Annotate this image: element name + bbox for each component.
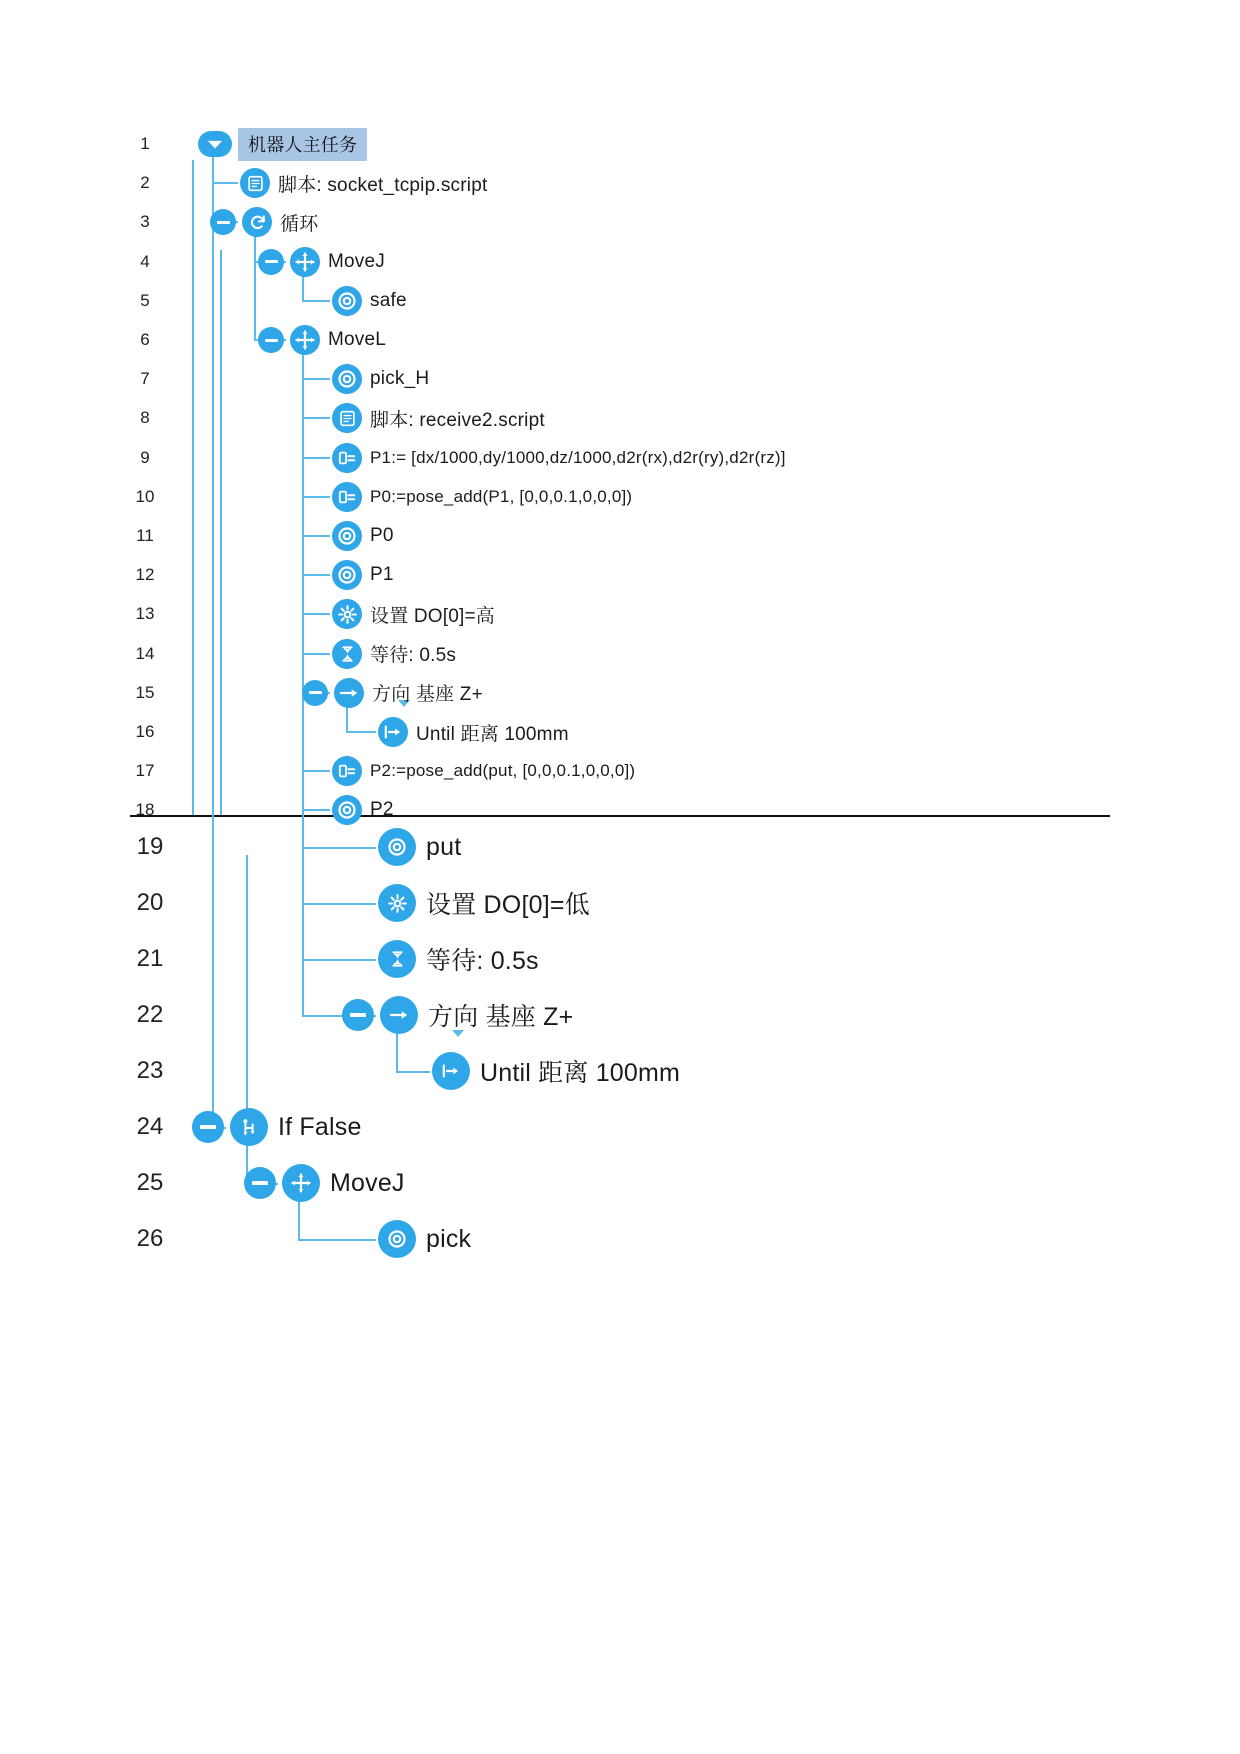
collapse-toggle-icon[interactable] bbox=[244, 1167, 276, 1199]
program-row[interactable] bbox=[0, 362, 1240, 396]
assignment-icon bbox=[332, 756, 362, 786]
assignment-icon bbox=[332, 482, 362, 512]
collapse-toggle-icon[interactable] bbox=[258, 249, 284, 275]
move-icon bbox=[282, 1164, 320, 1202]
node-label: 等待: 0.5s bbox=[426, 947, 539, 975]
program-row[interactable] bbox=[0, 825, 1240, 869]
collapse-toggle-icon[interactable] bbox=[342, 999, 374, 1031]
tree-node[interactable] bbox=[332, 597, 495, 631]
collapse-toggle-icon[interactable] bbox=[192, 1111, 224, 1143]
program-row[interactable] bbox=[0, 637, 1240, 671]
until-icon bbox=[432, 1052, 470, 1090]
node-label: MoveJ bbox=[330, 1168, 405, 1197]
tree-node[interactable] bbox=[332, 793, 394, 827]
wait-icon bbox=[378, 940, 416, 978]
node-label: If False bbox=[278, 1112, 362, 1141]
program-row[interactable] bbox=[0, 205, 1240, 239]
line-number: 11 bbox=[136, 526, 154, 545]
line-number: 26 bbox=[136, 1225, 164, 1252]
line-number: 17 bbox=[135, 761, 155, 781]
program-row[interactable] bbox=[0, 166, 1240, 200]
line-number: 9 bbox=[140, 447, 150, 467]
tree-node[interactable] bbox=[258, 245, 385, 279]
line-number: 13 bbox=[135, 604, 155, 624]
node-label: safe bbox=[370, 289, 407, 311]
program-row[interactable] bbox=[0, 676, 1240, 710]
line-number: 23 bbox=[136, 1057, 164, 1084]
direction-icon bbox=[380, 996, 418, 1034]
program-row[interactable] bbox=[0, 1049, 1240, 1093]
line-number: 4 bbox=[140, 251, 150, 271]
set-io-icon bbox=[378, 884, 416, 922]
tree-node[interactable] bbox=[302, 676, 483, 710]
waypoint-icon bbox=[332, 560, 362, 590]
line-number: 2 bbox=[140, 173, 150, 193]
wait-icon bbox=[332, 639, 362, 669]
set-io-icon bbox=[332, 599, 362, 629]
line-number: 8 bbox=[140, 408, 150, 428]
tree-node[interactable] bbox=[332, 401, 545, 435]
node-label: 脚本: socket_tcpip.script bbox=[278, 174, 488, 196]
program-row[interactable] bbox=[0, 245, 1240, 279]
program-row[interactable] bbox=[0, 937, 1240, 981]
waypoint-icon bbox=[332, 795, 362, 825]
line-number: 10 bbox=[135, 486, 155, 506]
tree-node[interactable] bbox=[378, 830, 461, 864]
program-row[interactable] bbox=[0, 284, 1240, 318]
node-label: 循环 bbox=[280, 213, 319, 235]
node-label: Until 距离 100mm bbox=[480, 1059, 681, 1087]
program-row[interactable] bbox=[0, 793, 1240, 827]
waypoint-icon bbox=[332, 521, 362, 551]
tree-node[interactable] bbox=[378, 942, 539, 976]
tree-node[interactable] bbox=[198, 127, 367, 161]
tree-node[interactable] bbox=[332, 284, 407, 318]
line-number: 25 bbox=[136, 1169, 164, 1196]
tree-node[interactable] bbox=[432, 1054, 680, 1088]
waypoint-icon bbox=[332, 286, 362, 316]
line-number: 24 bbox=[136, 1113, 164, 1140]
script-icon bbox=[332, 403, 362, 433]
line-number: 7 bbox=[140, 369, 150, 389]
waypoint-icon bbox=[378, 1220, 416, 1258]
tree-node[interactable] bbox=[332, 637, 456, 671]
program-row[interactable] bbox=[0, 1105, 1240, 1149]
collapse-toggle-icon[interactable] bbox=[210, 209, 236, 235]
program-row[interactable] bbox=[0, 127, 1240, 161]
line-number: 18 bbox=[135, 800, 155, 820]
move-icon bbox=[290, 247, 320, 277]
line-number: 5 bbox=[140, 290, 150, 310]
program-row[interactable] bbox=[0, 597, 1240, 631]
node-label: P1:= [dx/1000,dy/1000,dz/1000,d2r(rx),d2r(ry),d2r(rz)] bbox=[370, 447, 786, 467]
collapse-toggle-icon[interactable] bbox=[258, 327, 284, 353]
tree-node[interactable] bbox=[240, 166, 487, 200]
program-row[interactable] bbox=[0, 558, 1240, 592]
node-label: P0:=pose_add(P1, [0,0,0.1,0,0,0]) bbox=[370, 486, 633, 506]
collapse-toggle-icon[interactable] bbox=[302, 680, 328, 706]
program-row[interactable] bbox=[0, 715, 1240, 749]
until-icon bbox=[378, 717, 408, 747]
line-number: 1 bbox=[140, 134, 150, 153]
assignment-icon bbox=[332, 443, 362, 473]
line-number: 3 bbox=[140, 212, 150, 232]
node-label: P2:=pose_add(put, [0,0,0.1,0,0,0]) bbox=[370, 761, 636, 781]
node-label: P0 bbox=[370, 525, 394, 546]
tree-node[interactable] bbox=[332, 441, 786, 475]
program-row[interactable] bbox=[0, 519, 1240, 553]
move-icon bbox=[290, 325, 320, 355]
folder-root-icon bbox=[198, 131, 232, 157]
program-row[interactable] bbox=[0, 480, 1240, 514]
tree-node[interactable] bbox=[378, 1222, 471, 1256]
node-label: 方向 基座 Z+ bbox=[428, 1003, 574, 1031]
program-row[interactable] bbox=[0, 401, 1240, 435]
node-label: pick bbox=[426, 1224, 472, 1253]
node-label: MoveJ bbox=[328, 250, 385, 272]
tree-node[interactable] bbox=[378, 715, 569, 749]
program-row[interactable] bbox=[0, 323, 1240, 357]
program-row[interactable] bbox=[0, 1217, 1240, 1261]
line-number: 19 bbox=[136, 833, 164, 860]
node-label: pick_H bbox=[370, 368, 430, 390]
line-number: 21 bbox=[136, 945, 164, 972]
tree-node[interactable] bbox=[332, 480, 632, 514]
waypoint-icon bbox=[332, 364, 362, 394]
tree-node[interactable] bbox=[332, 519, 394, 553]
tree-node[interactable] bbox=[332, 362, 429, 396]
loop-icon bbox=[242, 207, 272, 237]
line-number: 6 bbox=[140, 330, 150, 349]
tree-node[interactable] bbox=[258, 323, 386, 357]
program-row[interactable] bbox=[0, 1161, 1240, 1205]
script-icon bbox=[240, 168, 270, 198]
tree-node[interactable] bbox=[332, 558, 394, 592]
node-label: put bbox=[426, 832, 462, 861]
line-number: 16 bbox=[135, 722, 155, 741]
program-row[interactable] bbox=[0, 754, 1240, 788]
direction-icon bbox=[334, 678, 364, 708]
node-label: P2 bbox=[370, 799, 394, 821]
node-label: 方向 基座 Z+ bbox=[372, 684, 483, 706]
tree-node[interactable] bbox=[378, 886, 590, 920]
node-label: P1 bbox=[370, 564, 394, 586]
line-number: 12 bbox=[135, 565, 155, 585]
node-label: 设置 DO[0]=高 bbox=[370, 605, 495, 627]
tree-node[interactable] bbox=[192, 1110, 362, 1144]
node-label: 脚本: receive2.script bbox=[370, 409, 545, 431]
line-number: 22 bbox=[136, 1001, 164, 1028]
if-icon bbox=[230, 1108, 268, 1146]
line-number: 15 bbox=[135, 682, 155, 702]
node-label: Until 距离 100mm bbox=[416, 723, 569, 745]
tree-node[interactable] bbox=[210, 205, 318, 239]
program-row[interactable] bbox=[0, 881, 1240, 925]
tree-node[interactable] bbox=[244, 1166, 405, 1200]
program-row[interactable] bbox=[0, 441, 1240, 475]
node-label: 机器人主任务 bbox=[238, 128, 367, 161]
tree-node[interactable] bbox=[332, 754, 635, 788]
line-number: 14 bbox=[135, 643, 155, 663]
line-number: 20 bbox=[136, 889, 164, 916]
node-label: 等待: 0.5s bbox=[370, 645, 457, 667]
tree-node[interactable] bbox=[342, 998, 573, 1032]
program-row[interactable] bbox=[0, 993, 1240, 1037]
node-label: 设置 DO[0]=低 bbox=[426, 891, 590, 919]
waypoint-icon bbox=[378, 828, 416, 866]
node-label: MoveL bbox=[328, 329, 387, 350]
